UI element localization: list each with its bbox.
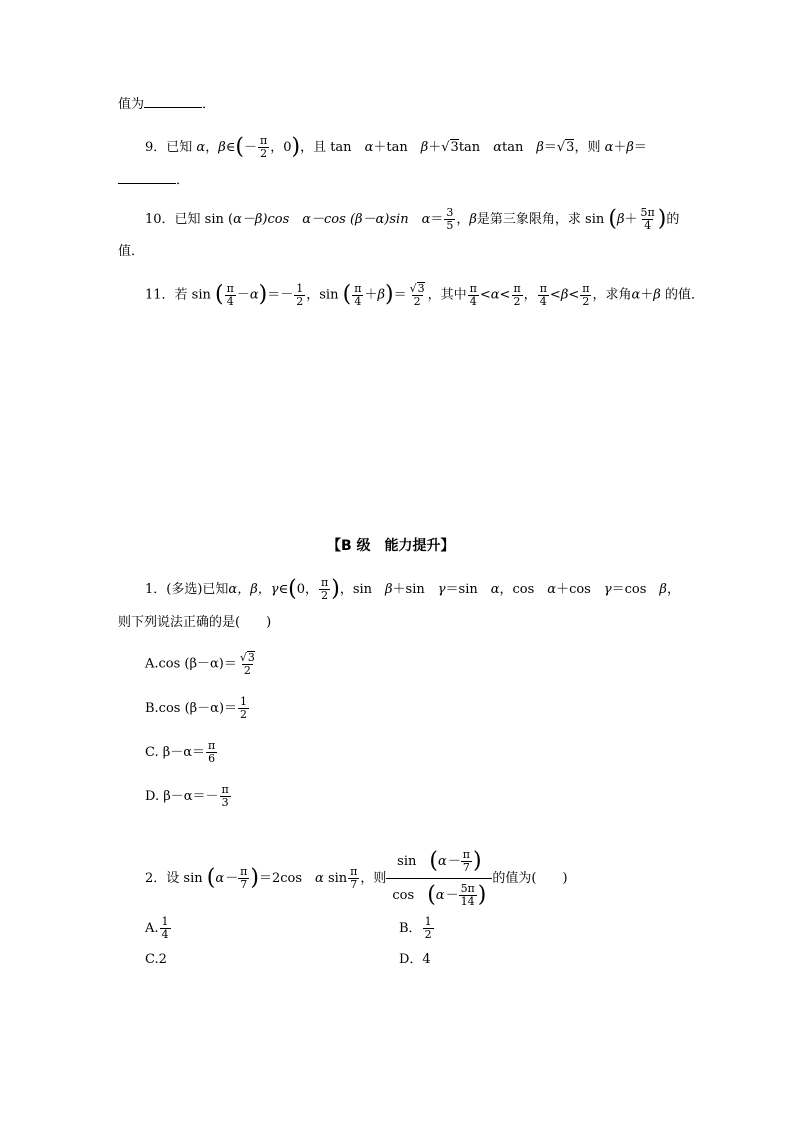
fraction: $\frac{\pi}{4}$ bbox=[539, 281, 547, 308]
fraction: $\frac{\pi}{4}$ bbox=[226, 281, 234, 308]
text: ＋ bbox=[613, 140, 627, 155]
question-b1: 1．(多选)已知α，β，γ∈(0， $\frac{\pi}{2}$ )，sin β＋sin γ＝sin α，cos α＋cos γ＝cos β， bbox=[145, 576, 680, 602]
text: － bbox=[236, 287, 250, 303]
text: < bbox=[499, 287, 511, 303]
text: α，β，γ∈ bbox=[228, 582, 289, 597]
compound-fraction: sin (α－ $\frac{\pi}{7}$ ) cos (α－ $\frac{5\pi}{14}$ ) bbox=[386, 849, 492, 908]
fraction: $\frac{√3}{2}$ bbox=[239, 651, 255, 677]
fraction: $\frac{\pi}{3}$ bbox=[221, 783, 229, 809]
text: ，则 bbox=[360, 871, 387, 886]
question-number: 10．已知 sin ( bbox=[145, 212, 234, 227]
fraction: $\frac{1}{2}$ bbox=[240, 695, 248, 721]
option-a[interactable] bbox=[145, 916, 172, 941]
fraction: $\frac{\pi}{4}$ bbox=[354, 281, 362, 308]
text: 的值． bbox=[664, 287, 704, 303]
question-number: 1．(多选)已知 bbox=[145, 582, 229, 597]
question-number: 2．设 sin bbox=[145, 871, 203, 886]
text: ． bbox=[176, 173, 190, 188]
fraction: $\frac{\pi}{2}$ bbox=[582, 281, 590, 308]
text: 值为 bbox=[118, 97, 145, 112]
text: sin bbox=[327, 871, 348, 886]
text: ，求角 bbox=[592, 287, 632, 303]
fraction: $\frac{\pi}{2}$ bbox=[259, 134, 268, 160]
answer-blank bbox=[144, 97, 202, 108]
text: 值． bbox=[118, 244, 145, 259]
text: ，且 tan bbox=[300, 140, 352, 155]
text: tan bbox=[458, 140, 481, 155]
text: ＝sin bbox=[445, 582, 478, 597]
text: 是第三象限角，求 sin bbox=[476, 212, 605, 227]
option-b[interactable] bbox=[399, 916, 435, 941]
option-label: D. β－α＝－ bbox=[145, 789, 219, 804]
text: ＝ bbox=[430, 212, 444, 227]
fraction: $\frac{\pi}{7}$ bbox=[240, 865, 248, 891]
line-value-blank bbox=[118, 97, 215, 113]
section-title: 【B 级 能力提升】 bbox=[327, 538, 455, 554]
text: ，则 bbox=[574, 140, 601, 155]
fraction: $\frac{5\pi}{4}$ bbox=[640, 206, 655, 232]
fraction: $\frac{3}{5}$ bbox=[446, 206, 454, 232]
text: 0， bbox=[296, 582, 318, 597]
text: ＝－ bbox=[267, 287, 294, 303]
option-d[interactable] bbox=[145, 784, 232, 809]
question-b1-line2: 则下列说法正确的是( ) bbox=[118, 615, 272, 630]
option-label: C. β－α＝ bbox=[145, 745, 206, 760]
text: ＋ bbox=[428, 140, 442, 155]
option-a[interactable] bbox=[145, 651, 258, 677]
text: ＋ bbox=[364, 287, 378, 303]
text: < bbox=[549, 287, 561, 303]
option-c[interactable] bbox=[145, 740, 218, 765]
option-b[interactable] bbox=[145, 696, 250, 721]
text: ， bbox=[205, 140, 219, 155]
question-number: 9．已知 bbox=[145, 140, 193, 155]
text: ＋ bbox=[624, 212, 638, 227]
text: ， bbox=[456, 212, 470, 227]
text: ＝2cos bbox=[258, 871, 303, 886]
text: ，sin bbox=[306, 287, 339, 303]
question-10: 10．已知 sin (α－β)cos α－cos (β－α)sin α＝ $\frac{3}{5}$ ，β是第三象限角，求 sin (β＋ $\frac{5\pi}{4}$ )的 bbox=[145, 206, 680, 232]
text: ＝ bbox=[543, 140, 557, 155]
fraction: $\frac{1}{2}$ bbox=[424, 915, 432, 941]
fraction: $\frac{1}{4}$ bbox=[161, 915, 169, 941]
text: α－ bbox=[215, 871, 238, 886]
text: ， bbox=[666, 582, 680, 597]
text: ，其中 bbox=[427, 287, 467, 303]
question-b2: 2．设 sin (α－ $\frac{\pi}{7}$ )＝2cos α sin $\frac{\pi}{7}$ ，则 sin (α－ $\frac{\pi}{7}$ ) cos (α－ $\frac{5\pi}{14}$ ) 的值为( ) bbox=[145, 848, 568, 908]
question-10-line2 bbox=[118, 244, 144, 260]
answer-blank bbox=[118, 173, 176, 184]
fraction: $\frac{\pi}{6}$ bbox=[208, 739, 216, 765]
text: ，sin bbox=[339, 582, 373, 597]
text: －cos (β－α)sin bbox=[311, 212, 409, 227]
fraction: $\frac{\pi}{2}$ bbox=[320, 576, 329, 602]
option-label: A.cos (β－α)＝ bbox=[145, 656, 237, 672]
text: 的 bbox=[666, 212, 680, 227]
option-label: B.cos (β－α)＝ bbox=[145, 701, 238, 716]
text: ． bbox=[202, 97, 216, 112]
text: tan bbox=[501, 140, 524, 155]
text: ＋tan bbox=[373, 140, 408, 155]
option-label: A. bbox=[145, 921, 159, 936]
text: ，cos bbox=[499, 582, 535, 597]
text: ＝cos bbox=[611, 582, 647, 597]
text: ＝ bbox=[633, 140, 647, 155]
question-11: 11．若 sin ( $\frac{\pi}{4}$ －α)＝－ $\frac{1}{2}$ ，sin ( $\frac{\pi}{4}$ ＋β)＝ $\frac{√3}{2}$ ，其中 $\frac{\pi}{4}$ <α< $\frac{\pi}{2}$ ， $\frac{\pi}{4}$ <β< $\frac{\pi}{2}$ ，求角α＋β 的值． bbox=[145, 281, 704, 308]
sqrt: 3 bbox=[566, 140, 575, 155]
fraction: $\frac{\pi}{7}$ bbox=[350, 865, 358, 891]
fraction: $\frac{\pi}{2}$ bbox=[513, 281, 521, 308]
text: α－β)cos bbox=[233, 212, 290, 227]
text: < bbox=[479, 287, 491, 303]
text: ＋sin bbox=[392, 582, 425, 597]
text: ，0 bbox=[270, 140, 292, 155]
question-9: 9．已知 α，β∈(－ $\frac{\pi}{2}$ ，0)，且 tan α＋tan β＋√3tan αtan β＝√3，则 α＋β＝ bbox=[145, 134, 647, 160]
question-number: 11．若 sin bbox=[145, 287, 211, 303]
fraction: $\frac{\pi}{4}$ bbox=[469, 281, 477, 308]
text: ∈ bbox=[225, 140, 236, 155]
text: 的值为( ) bbox=[492, 871, 568, 886]
fraction: $\frac{1}{2}$ bbox=[296, 281, 304, 308]
sqrt: 3 bbox=[450, 140, 459, 155]
text: ＝ bbox=[393, 287, 407, 303]
option-c[interactable]: C.2 bbox=[145, 952, 167, 967]
option-label: B． bbox=[399, 921, 422, 936]
text: － bbox=[243, 140, 257, 155]
fraction: $\frac{√3}{2}$ bbox=[409, 282, 425, 308]
question-9-blank bbox=[118, 173, 189, 189]
option-d[interactable]: D．4 bbox=[399, 952, 431, 967]
text: ＋cos bbox=[556, 582, 591, 597]
text: < bbox=[568, 287, 580, 303]
text: ， bbox=[523, 287, 537, 303]
